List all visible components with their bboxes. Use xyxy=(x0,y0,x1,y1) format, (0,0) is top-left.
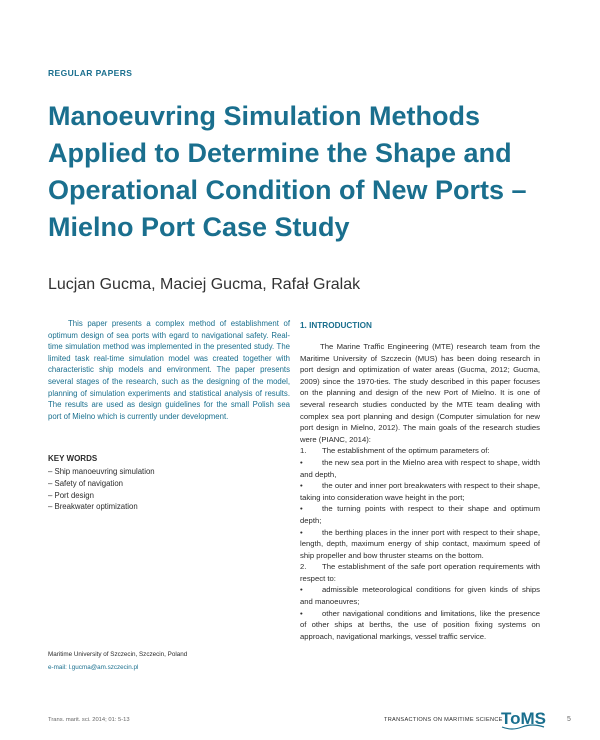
bullet-text: the turning points with respect to their shape and optimum depth; xyxy=(300,504,540,525)
numbered-item-text: The establishment of the optimum parameters of: xyxy=(322,446,490,456)
bullet-text: other navigational conditions and limitations, like the presence of other ships at berths, the use of position fixing systems on approach, navigational markings, vessel traffic service. xyxy=(300,608,540,641)
footer-citation: Trans. marit. sci. 2014; 01: 5-13 xyxy=(48,717,130,723)
numbered-item-2 xyxy=(300,561,540,584)
section-label: REGULAR PAPERS xyxy=(48,68,133,78)
number-label: 1. xyxy=(300,446,307,456)
bullet-icon: • xyxy=(300,481,303,491)
keyword-item: – Port design xyxy=(48,490,94,500)
bullet-item xyxy=(300,527,540,562)
paper-title: Manoeuvring Simulation Methods Applied to Determine the Shape and Operational Condition of New Ports – Mielno Port Case Study xyxy=(48,101,527,242)
footer-journal-name: TRANSACTIONS ON MARITIME SCIENCE xyxy=(384,717,503,723)
bullet-icon: • xyxy=(300,527,303,537)
keyword-item: – Safety of navigation xyxy=(48,478,123,488)
authors: Lucjan Gucma, Maciej Gucma, Rafał Gralak xyxy=(48,276,361,293)
bullet-item xyxy=(300,584,540,607)
bullet-icon: • xyxy=(300,504,303,514)
bullet-icon: • xyxy=(300,608,303,618)
introduction-body xyxy=(300,341,540,642)
bullet-text: the berthing places in the inner port with respect to their shape, length, depth, maximum energy of ship contact, maximum speed of ship propeller and bow thruster steams on the bottom. xyxy=(300,527,540,560)
keywords-list xyxy=(48,466,155,513)
bullet-item xyxy=(300,503,540,526)
numbered-item-text: The establishment of the safe port operation requirements with respect to: xyxy=(300,562,540,583)
intro-paragraph: The Marine Traffic Engineering (MTE) research team from the Maritime University of Szczecin (MUS) has been doing research in port design and optimization of water areas (Gucma, 2012; Gucma, 2009) since the 1970-ties. The study described in this paper focuses on the planning and design of the new Port of Mielno. It is one of several research studies conducted by the MTE team dealing with complex sea port planning and design (Computer simulation for new port design in Mielno, 2012). The main goals of the research studies were (PIANC, 2014): xyxy=(300,342,540,444)
keyword-item: – Ship manoeuvring simulation xyxy=(48,467,155,476)
toms-logo-icon xyxy=(500,707,546,731)
introduction-heading: 1. INTRODUCTION xyxy=(300,321,372,330)
email-link[interactable]: e-mail: l.gucma@am.szczecin.pl xyxy=(48,664,139,671)
affiliation: Maritime University of Szczecin, Szczecin, Poland xyxy=(48,651,188,658)
numbered-item-1 xyxy=(300,445,540,457)
logo-text: ToMS xyxy=(501,709,546,728)
bullet-item xyxy=(300,608,540,643)
page-number: 5 xyxy=(567,716,571,723)
bullet-text: the new sea port in the Mielno area with respect to shape, width and depth, xyxy=(300,457,540,479)
bullet-item xyxy=(300,480,540,503)
bullet-text: the outer and inner port breakwaters with respect to their shape, taking into consideration wave height in the port; xyxy=(300,481,540,502)
bullet-text: admissible meteorological conditions for given kinds of ships and manoeuvres; xyxy=(300,585,540,607)
abstract: This paper presents a complex method of establishment of optimum design of sea ports with egard to navigational safety. Real-time simulation method was implemented in the presented study. The limited task real-time simulation model was created together with characteristic ship models and environment. The paper presents several stages of the research, such as the designing of the model, planning of simulation experiments and statistical analysis of results. The results are used as design guidelines for the small Polish sea port of Mielno which is currently under development. xyxy=(48,319,290,421)
bullet-item xyxy=(300,457,540,480)
bullet-icon: • xyxy=(300,585,303,595)
number-label: 2. xyxy=(300,562,307,572)
keywords-title: KEY WORDS xyxy=(48,454,98,463)
keyword-item: – Breakwater optimization xyxy=(48,502,138,512)
bullet-icon: • xyxy=(300,457,303,467)
